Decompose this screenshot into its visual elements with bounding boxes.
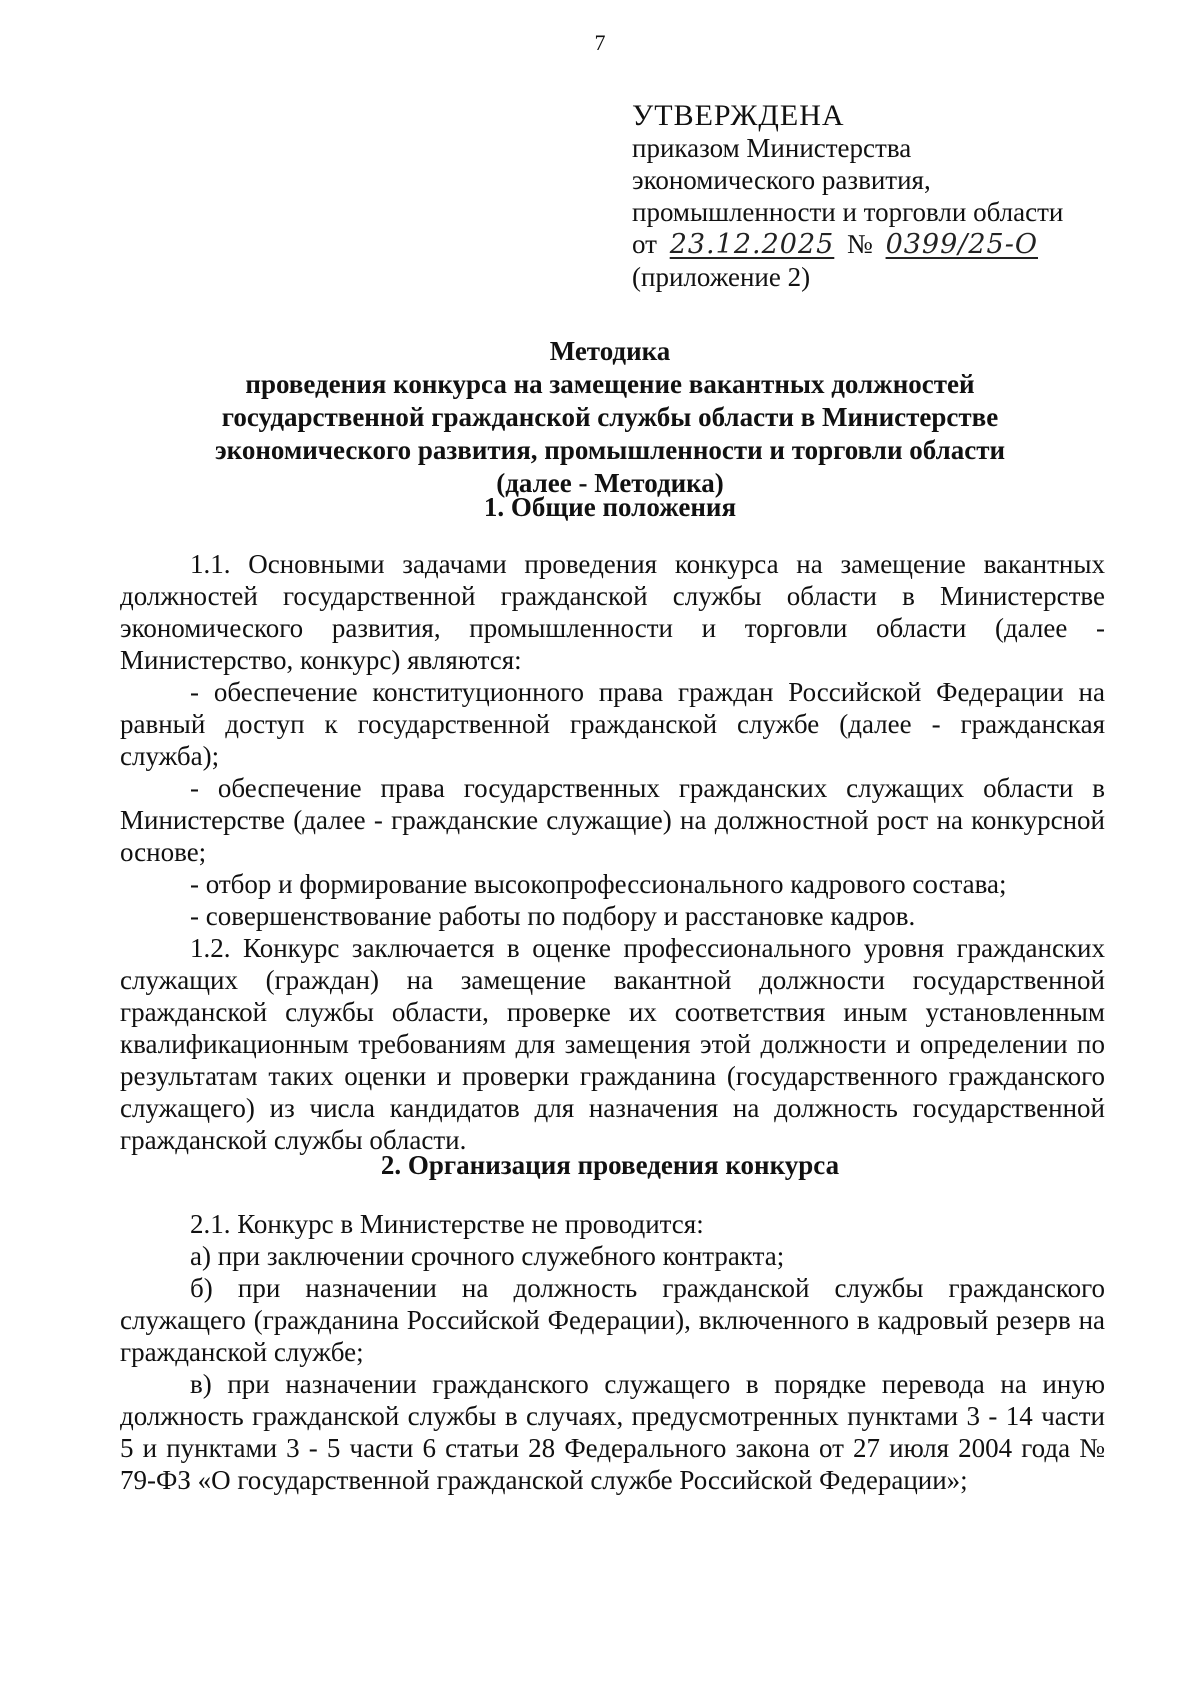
appendix-label: (приложение 2) bbox=[632, 262, 811, 292]
paragraph: - обеспечение права государственных гражданских служащих области в Министерстве (далее - гражданские служащие) на должностной рост на конкурсной основе; bbox=[120, 773, 1105, 867]
paragraph: 1.2. Конкурс заключается в оценке профессионального уровня гражданских служащих (граждан) на замещение вакантной должности государственной гражданской службы области, проверке их соответствия иным установленным квалификационным требованиям для замещения этой должности и определении по результатам таких оценки и проверки гражданина (государственного гражданского служащего) из числа кандидатов для назначения на должность государственной гражданской службы области. bbox=[120, 933, 1105, 1155]
approval-block bbox=[632, 100, 1152, 293]
paragraph: - совершенствование работы по подбору и расстановке кадров. bbox=[190, 901, 916, 931]
paragraph: 1.1. Основными задачами проведения конкурса на замещение вакантных должностей государственной гражданской службы области в Министерстве экономического развития, промышленности и торговли области (далее - Министерство, конкурс) являются: bbox=[120, 549, 1105, 675]
paragraph: - отбор и формирование высокопрофессионального кадрового состава; bbox=[190, 869, 1007, 899]
paragraph: а) при заключении срочного служебного контракта; bbox=[190, 1241, 785, 1271]
approval-line: промышленности и торговли области bbox=[632, 197, 1064, 227]
paragraph: - обеспечение конституционного права граждан Российской Федерации на равный доступ к государственной гражданской службе (далее - гражданская служба); bbox=[120, 677, 1105, 771]
page-number: 7 bbox=[594, 30, 606, 55]
approval-line: экономического развития, bbox=[632, 165, 931, 195]
order-number: 0399/25-О bbox=[885, 229, 1038, 260]
order-date: 23.12.2025 bbox=[669, 229, 835, 260]
section-2-heading: 2. Организация проведения конкурса bbox=[380, 1150, 840, 1180]
date-prefix: от bbox=[632, 229, 657, 259]
document-title bbox=[120, 335, 1100, 500]
approval-line: приказом Министерства bbox=[632, 133, 912, 163]
title-line: Методика bbox=[549, 336, 671, 366]
section-1-heading: 1. Общие положения bbox=[483, 492, 737, 522]
approval-heading: УТВЕРЖДЕНА bbox=[632, 99, 845, 132]
order-date-number-line bbox=[632, 228, 1152, 261]
section-2-body bbox=[120, 1208, 1105, 1496]
title-line: (далее - Методика) bbox=[496, 468, 724, 498]
title-line: государственной гражданской службы области в Министерстве bbox=[221, 402, 999, 432]
paragraph: б) при назначении на должность гражданской службы гражданского служащего (гражданина Российской Федерации), включенного в кадровый резерв на гражданской службе; bbox=[120, 1273, 1105, 1367]
title-line: проведения конкурса на замещение вакантных должностей bbox=[245, 369, 975, 399]
number-prefix: № bbox=[847, 229, 873, 259]
title-line: экономического развития, промышленности и торговли области bbox=[214, 435, 1006, 465]
paragraph: в) при назначении гражданского служащего в порядке перевода на иную должность гражданской службы в случаях, предусмотренных пунктами 3 - 14 части 5 и пунктами 3 - 5 части 6 статьи 28 Федерального закона от 27 июля 2004 года № 79-ФЗ «О государственной гражданской службе Российской Федерации»; bbox=[120, 1369, 1105, 1495]
paragraph: 2.1. Конкурс в Министерстве не проводится: bbox=[190, 1209, 704, 1239]
section-1-body bbox=[120, 548, 1105, 1156]
